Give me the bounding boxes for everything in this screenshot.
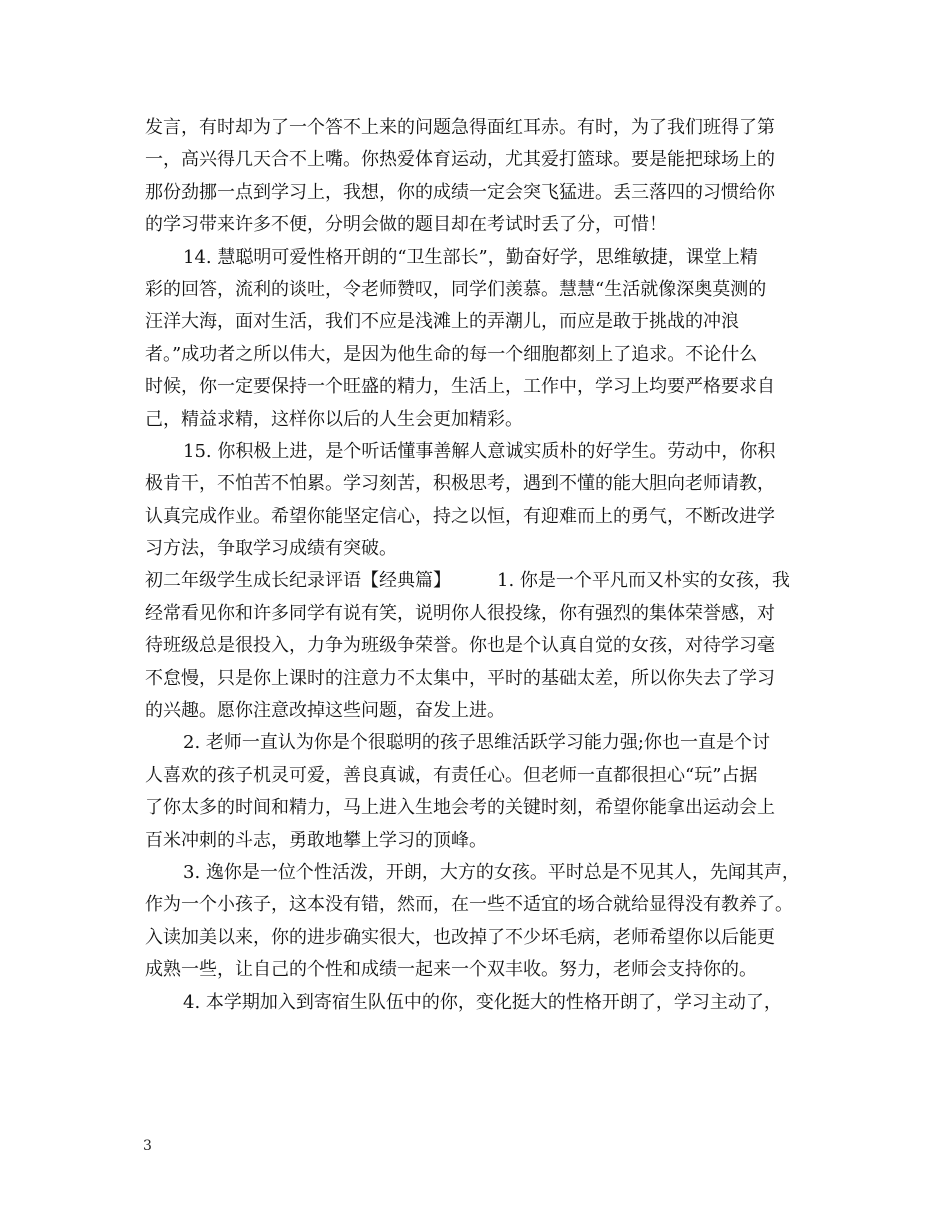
text-line: 人喜欢的孩子机灵可爱，善良真诚，有责任心。但老师一直都很担心“玩”占据 [145,764,758,786]
paragraph-15-start: 15. 你积极上进，是个听话懂事善解人意诚实质朴的好学生。劳动中，你积 [183,440,776,462]
text-line: 待班级总是很投入，力争为班级争荣誉。你也是个认真自觉的女孩，对待学习毫 [145,635,775,657]
text-line: 的兴趣。愿你注意改掉这些问题，奋发上进。 [145,700,505,722]
section-heading: 初二年级学生成长纪录评语【经典篇】 [145,570,451,592]
text-line: 时候，你一定要保持一个旺盛的精力，生活上，工作中，学习上均要严格要求自 [145,376,775,398]
page-number: 3 [143,1138,152,1154]
text-line: 不怠慢，只是你上课时的注意力不太集中，平时的基础太差，所以你失去了学习 [145,667,775,689]
paragraph-4-start: 4. 本学期加入到寄宿生队伍中的你，变化挺大的性格开朗了，学习主动了， [183,991,782,1013]
text-line: 极肯干，不怕苦不怕累。学习刻苦，积极思考，遇到不懂的能大胆向老师请教， [145,473,775,495]
text-line: 那份劲挪一点到学习上，我想，你的成绩一定会突飞猛进。丢三落四的习惯给你 [145,181,775,203]
text-line: 入读加美以来，你的进步确实很大，也改掉了不少坏毛病，老师希望你以后能更 [145,926,775,948]
text-line: 百米冲刺的斗志，勇敢地攀上学习的顶峰。 [145,829,487,851]
text-line: 习方法，争取学习成绩有突破。 [145,538,397,560]
text-line: 的学习带来许多不便，分明会做的题目却在考试时丢了分，可惜！ [145,214,667,236]
text-line: 发言，有时却为了一个答不上来的问题急得面红耳赤。有时，为了我们班得了第 [145,117,775,138]
paragraph-2-start: 2. 老师一直认为你是个很聪明的孩子思维活跃学习能力强;你也一直是个讨 [183,732,770,754]
item-1-start: 1. 你是一个平凡而又朴实的女孩，我 [497,570,790,592]
document-body [145,112,815,1019]
text-line: 己，精益求精，这样你以后的人生会更加精彩。 [145,408,523,430]
text-line: 一，高兴得几天合不上嘴。你热爱体育运动，尤其爱打篮球。要是能把球场上的 [145,149,775,171]
paragraph-14-start: 14. 慧聪明可爱性格开朗的“卫生部长”，勤奋好学，思维敏捷，课堂上精 [183,246,758,268]
text-line: 汪洋大海，面对生活，我们不应是浅滩上的弄潮儿，而应是敢于挑战的冲浪 [145,311,739,333]
text-line: 者。”成功者之所以伟大，是因为他生命的每一个细胞都刻上了追求。不论什么 [145,343,758,365]
text-line: 作为一个小孩子，这本没有错，然而，在一些不适宜的场合就给显得没有教养了。 [145,894,793,916]
paragraph-3-start: 3. 逸你是一位个性活泼，开朗，大方的女孩。平时总是不见其人，先闻其声， [183,861,800,883]
text-line: 认真完成作业。希望你能坚定信心，持之以恒，有迎难而上的勇气，不断改进学 [145,505,775,527]
text-line: 了你太多的时间和精力，马上进入生地会考的关键时刻，希望你能拿出运动会上 [145,797,775,819]
text-line: 经常看见你和许多同学有说有笑，说明你人很投缘，你有强烈的集体荣誉感，对 [145,602,775,624]
section-heading-line [145,565,815,597]
text-line: 成熟一些，让自己的个性和成绩一起来一个双丰收。努力，老师会支持你的。 [145,959,757,981]
text-line: 彩的回答，流利的谈吐，令老师赞叹，同学们羡慕。慧慧“生活就像深奥莫测的 [145,278,767,300]
